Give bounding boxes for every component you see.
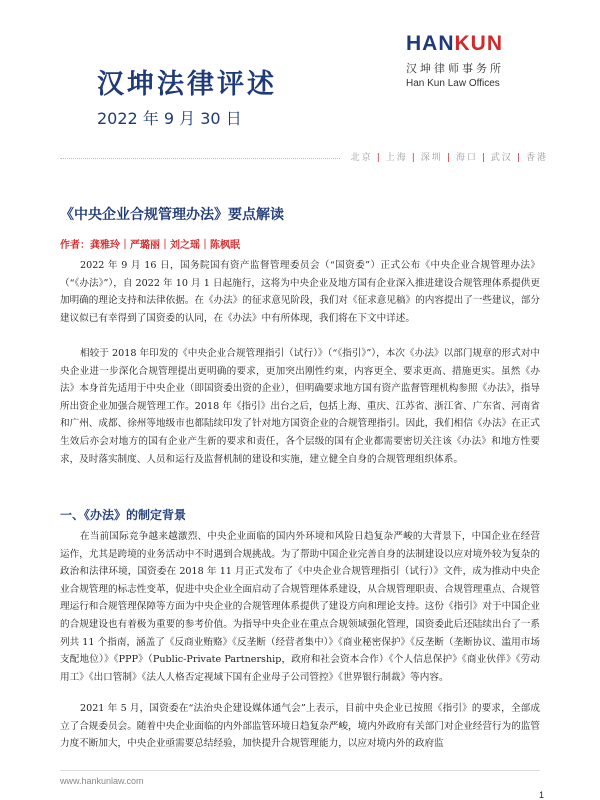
footer-url[interactable]: www.hankunlaw.com (60, 776, 144, 786)
city-separator: | (446, 153, 452, 163)
office-cities (351, 150, 548, 163)
city-separator: | (516, 153, 522, 163)
paragraph: 2021 年 5 月，国资委在“法治央企建设媒体通气会”上表示，目前中央企业已按照《指引》的要求，全部成立了合规委员会。随着中央企业面临的内外部监管环境日趋复杂严峻，境内外政府有关部门对企业经营行为的监管力度不断加大，中央企业亟需要总结经验，加快提升合规管理能力，以应对境内外的政府监 (60, 703, 540, 750)
logo-chinese-name: 汉坤律师事务所 (406, 62, 504, 75)
city: 武汉 (490, 153, 513, 163)
page-number: 1 (538, 790, 544, 800)
city-separator: | (481, 153, 487, 163)
report-title: 汉坤法律评述 (97, 69, 277, 100)
logo-english-name: Han Kun Law Offices (406, 78, 500, 89)
firm-logo (406, 32, 536, 89)
paragraph: 相较于 2018 年印发的《中央企业合规管理指引（试行）》（“《指引》”），本次《办法》以部门规章的形式对中央企业进一步深化合规管理提出更明确的要求，更加突出刚性约束，内容更全、要求更高、措施更实。虽然《办法》本身首先适用于中央企业（即国资委出资的企业），但明确要求地方国有资产监督管理机构参照《办法》，指导所出资企业加强合规管理工作。2018 年《指引》出台之后，包括上海、重庆、江苏省、浙江省、广东省、河南省和广州、成都、徐州等地级市也都陆续印发了针对地方国资企业的合规管理指引。因此，我们相信《办法》在正式生效后亦会对地方的国有企业产生新的要求和责任，各个层级的国有企业都需要密切关注该《办法》和地方性要求，及时落实制度、人员和运行及监督机制的建设和实施，建立健全自身的合规管理组织体系。 (60, 348, 540, 465)
city: 海口 (455, 153, 478, 163)
logo-wordmark (406, 32, 536, 56)
city-separator: | (376, 153, 382, 163)
article-authors: 作者：龚雅玲｜严璐丽｜刘之瑶｜陈枫眠 (60, 240, 240, 251)
city: 香港 (525, 153, 548, 163)
report-date: 2022 年 9 月 30 日 (97, 109, 242, 128)
city: 上海 (385, 153, 408, 163)
footer-divider (60, 770, 540, 771)
article-title: 《中央企业合规管理办法》要点解读 (60, 207, 284, 223)
logo-kun: KUN (454, 32, 503, 55)
section-heading: 一、《办法》的制定背景 (60, 508, 187, 522)
city: 北京 (350, 153, 373, 163)
paragraph: 在当前国际竞争越来越激烈、中央企业面临的国内外环境和风险日趋复杂严峻的大背景下，中国企业在经营运作，尤其是跨境的业务活动中不时遇到合规挑战。为了帮助中国企业完善自身的法制建设以应对境外较为复杂的政治和法律环境，国资委在 2018 年 11 月正式发布了《中央企业合规管理指引（试行）》文件，成为推动中央企业合规管理的标志性变革，促进中央企业全面启动了合规管理体系建设，从合规管理职责、合规管理重点、合规管理运行和合规管理保障等方面为中央企业的合规管理体系提供了建设方向和理论支持。这份《指引》对于中国企业的合规建设也有着极为重要的参考价值。为指导中央企业在重点合规领域强化管理，国资委此后还陆续出台了一系列共 11 个指南，涵盖了《反商业贿赂》《反垄断（经营者集中）》《商业秘密保护》《反垄断（垄断协议、滥用市场支配地位）》《PPP》（Public-Private Partnership，政府和社会资本合作）《个人信息保护》《商业伙伴》《劳动用工》《出口管制》《法人人格否定视域下国有企业母子公司管控》《世界银行制裁》等内容。 (60, 531, 540, 683)
header-divider (60, 158, 340, 159)
paragraph: 2022 年 9 月 16 日，国务院国有资产监督管理委员会（“国资委”）正式公布《中央企业合规管理办法》（“《办法》”），自 2022 年 10 月 1 日起施行，这将为中央企业及地方国有企业深入推进建设合规管理体系提供更加明确的理论支持和法律依据。在《办法》的征求意见阶段，我们对《征求意见稿》的内容提出了一些建议，部分建议似已有幸得到了国资委的认同，在《办法》中有所体现，我们将在下文中详述。 (60, 260, 540, 324)
city-separator: | (411, 153, 417, 163)
logo-han: HAN (406, 32, 455, 55)
city: 深圳 (420, 153, 443, 163)
